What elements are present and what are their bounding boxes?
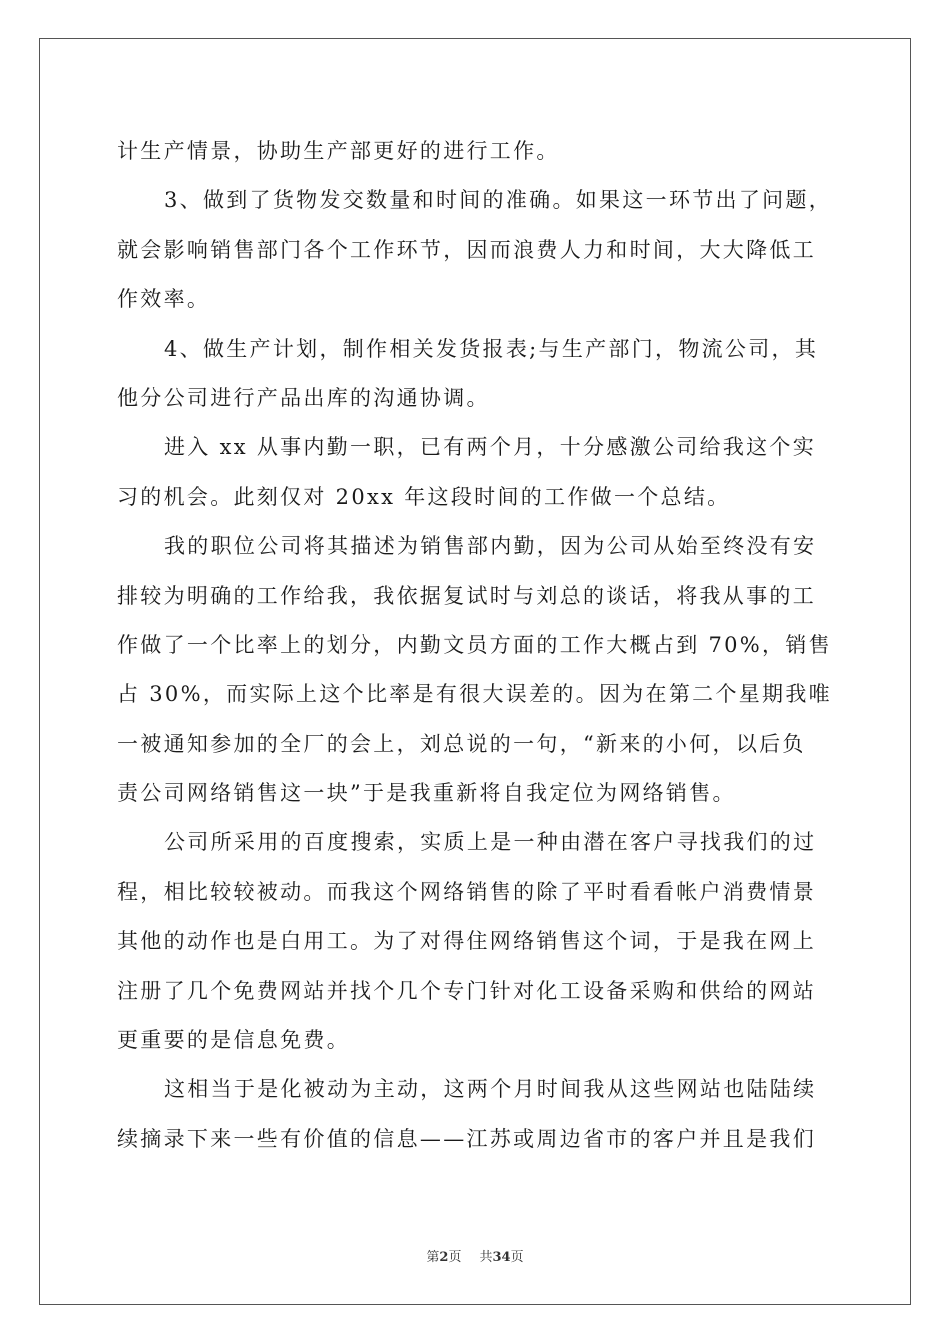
text-line: 更重要的是信息免费。: [117, 1028, 350, 1053]
text-line: 一被通知参加的全厂的会上，刘总说的一句，“新来的小何，以后负: [117, 731, 806, 756]
footer-page-suffix: 页: [448, 1250, 462, 1265]
document-body: [117, 127, 833, 1164]
text-line: 公司所采用的百度搜索，实质上是一种由潜在客户寻找我们的过: [164, 830, 817, 855]
text-line: 这相当于是化被动为主动，这两个月时间我从这些网站也陆陆续: [164, 1077, 817, 1102]
footer-total-pages: 34: [492, 1250, 511, 1265]
footer-total-prefix: 共: [479, 1250, 493, 1265]
text-line: 计生产情景，协助生产部更好的进行工作。: [117, 139, 560, 163]
text-line: 作效率。: [117, 287, 211, 312]
text-line: 占 30%，而实际上这个比率是有很大误差的。因为在第二个星期我唯: [117, 682, 832, 707]
text-line: 进入 xx 从事内勤一职，已有两个月，十分感激公司给我这个实: [164, 435, 817, 460]
footer-page-number: 2: [439, 1250, 449, 1265]
text-line: 程，相比较较被动。而我这个网络销售的除了平时看看帐户消费情景: [117, 879, 816, 904]
text-line: 续摘录下来一些有价值的信息——江苏或周边省市的客户并且是我们: [117, 1126, 816, 1151]
footer-page-prefix: 第: [426, 1250, 440, 1265]
text-line: 责公司网络销售这一块”于是我重新将自我定位为网络销售。: [117, 781, 736, 806]
text-line: 排较为明确的工作给我，我依据复试时与刘总的谈话，将我从事的工: [117, 583, 816, 608]
text-line: 就会影响销售部门各个工作环节，因而浪费人力和时间，大大降低工: [117, 237, 816, 262]
text-line: 我的职位公司将其描述为销售部内勤，因为公司从始至终没有安: [164, 534, 817, 559]
text-line: 作做了一个比率上的划分，内勤文员方面的工作大概占到 70%，销售: [117, 632, 832, 657]
page-footer: [0, 1246, 950, 1265]
text-line: 4、做生产计划，制作相关发货报表;与生产部门，物流公司，其: [164, 336, 819, 361]
text-line: 注册了几个免费网站并找个几个专门针对化工设备采购和供给的网站: [117, 978, 816, 1003]
footer-total-suffix: 页: [510, 1250, 524, 1265]
text-line: 3、做到了货物发交数量和时间的准确。如果这一环节出了问题，: [164, 188, 833, 213]
text-line: 其他的动作也是白用工。为了对得住网络销售这个词，于是我在网上: [117, 929, 816, 954]
text-line: 他分公司进行产品出库的沟通协调。: [117, 385, 490, 410]
text-line: 习的机会。此刻仅对 20xx 年这段时间的工作做一个总结。: [117, 484, 731, 509]
